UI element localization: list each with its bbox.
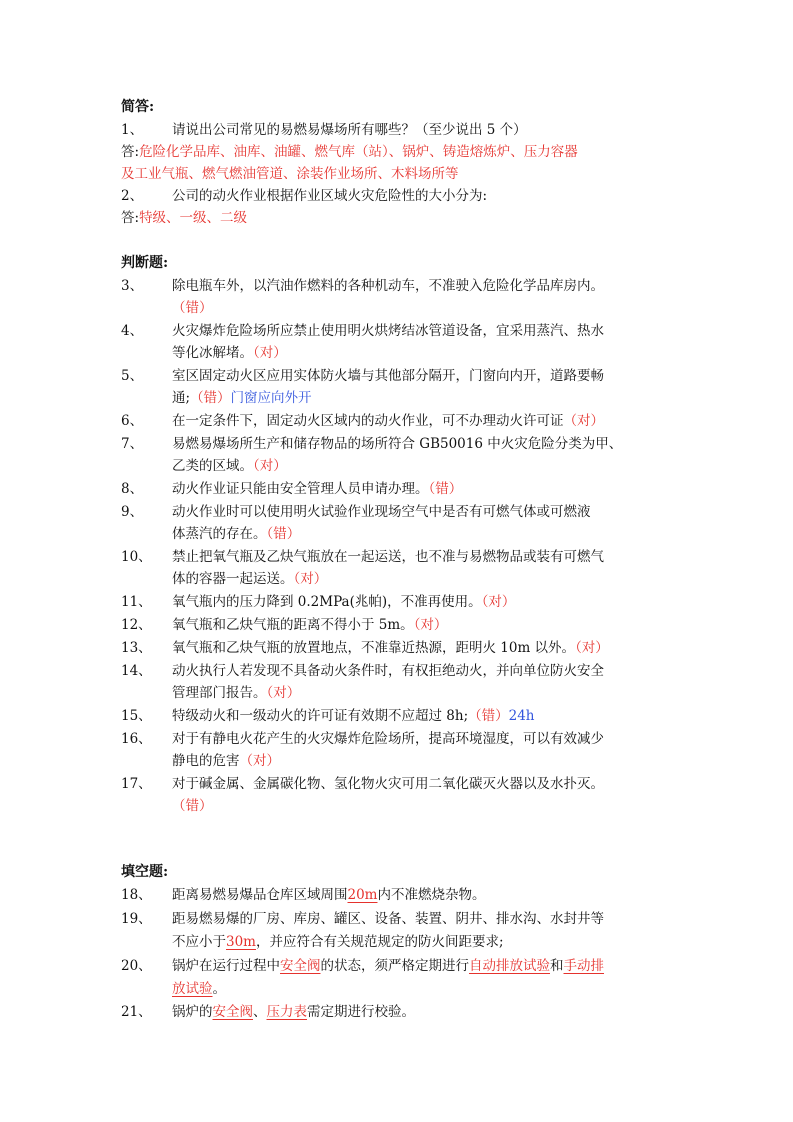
answer-line xyxy=(121,141,578,163)
question-number: 13、 xyxy=(121,640,152,656)
answer-mark: （对） xyxy=(253,458,287,474)
question-text-cont xyxy=(172,884,485,906)
question-text-cont xyxy=(172,614,447,636)
question-text-line2: 静电的危害 xyxy=(172,753,240,769)
section-heading-fill-blank: 填空题: xyxy=(121,864,169,880)
question-number: 10、 xyxy=(121,549,152,565)
question-text: 不应小于 xyxy=(172,934,226,950)
answer-text: 及工业气瓶、燃气燃油管道、涂装作业场所、木料场所等 xyxy=(121,166,459,182)
question-text: 动火作业证只能由安全管理人员申请办理。 xyxy=(172,481,429,497)
question-text-cont xyxy=(172,342,287,364)
question-text-line2: 管理部门报告。 xyxy=(172,685,267,701)
question-number: 2、 xyxy=(121,188,144,204)
answer-mark: （对） xyxy=(239,753,280,769)
question-text: 动火作业时可以使用明火试验作业现场空气中是否有可燃气体或可燃液 xyxy=(172,504,591,520)
answer-mark: （错） xyxy=(428,481,463,497)
answer-text: 特级、一级、二级 xyxy=(139,210,248,226)
answer-prefix: 答: xyxy=(121,210,140,226)
question-text: 对于有静电火花产生的火灾爆炸危险场所，提高环境湿度，可以有效减少 xyxy=(172,731,604,747)
question-text: 距易燃易爆的厂房、库房、罐区、设备、装置、阴井、排水沟、水封井等 xyxy=(172,911,604,927)
question-text: 火灾爆炸危险场所应禁止使用明火烘烤结冰管道设备，宜采用蒸汽、热水 xyxy=(172,323,604,339)
question-text-line2: 等化冰解堵。 xyxy=(172,345,253,361)
blank-answer: 30m xyxy=(226,934,256,950)
question-text: 除电瓶车外，以汽油作燃料的各种机动车，不准驶入危险化学品库房内。 xyxy=(172,278,604,294)
question-text: 氧气瓶内的压力降到 0.2MPa(兆帕)，不准再使用。 xyxy=(172,594,482,610)
question-text: 公司的动火作业根据作业区域火灾危险性的大小分为: xyxy=(172,188,488,204)
question-number: 4、 xyxy=(121,323,144,339)
question-number: 15、 xyxy=(121,708,152,724)
answer-mark: （对） xyxy=(563,413,604,429)
question-text: 请说出公司常见的易燃易爆场所有哪些？（至少说出 5 个） xyxy=(172,122,527,138)
question-text-line2: 通; xyxy=(172,390,191,406)
correction-note: 门窗应向外开 xyxy=(230,390,312,406)
question-text: ，并应符合有关规范规定的防火间距要求; xyxy=(255,934,504,950)
question-text-cont xyxy=(172,478,462,500)
question-text-cont xyxy=(172,978,226,1000)
question-text: 易燃易爆场所生产和储存物品的场所符合 GB50016 中火灾危险分类为甲、 xyxy=(172,436,623,452)
section-heading-true-false: 判断题: xyxy=(121,255,169,271)
question-number: 14、 xyxy=(121,663,152,679)
question-text-cont xyxy=(172,523,300,545)
question-number: 20、 xyxy=(121,958,152,974)
question-text-cont xyxy=(172,1001,415,1023)
blank-answer: 手动排 xyxy=(563,958,604,974)
question-text-cont xyxy=(172,637,609,659)
blank-answer: 压力表 xyxy=(266,1004,307,1020)
question-number: 5、 xyxy=(121,368,144,384)
question-text: 对于碱金属、金属碳化物、氢化物火灾可用二氧化碳灭火器以及水扑灭。 xyxy=(172,776,604,792)
question-text: 特级动火和一级动火的许可证有效期不应超过 8h; xyxy=(172,708,469,724)
question-text: 氧气瓶和乙炔气瓶的放置地点，不准靠近热源，距明火 10m 以外。 xyxy=(172,640,576,656)
question-number: 1、 xyxy=(121,122,144,138)
question-text-cont xyxy=(172,705,535,727)
answer-mark: （对） xyxy=(575,640,609,656)
question-number: 12、 xyxy=(121,617,152,633)
question-number: 7、 xyxy=(121,436,144,452)
question-number: 9、 xyxy=(121,504,144,520)
answer-mark: （对） xyxy=(266,685,301,701)
question-text: 锅炉在运行过程中 xyxy=(172,958,280,974)
question-text: 需定期进行校验。 xyxy=(307,1004,415,1020)
question-text: 锅炉的 xyxy=(172,1004,213,1020)
answer-text: 危险化学品库、油库、油罐、燃气库（站）、锅炉、铸造熔炼炉、压力容器 xyxy=(139,144,578,160)
answer-mark: （错） xyxy=(468,708,509,724)
correction-note: 24h xyxy=(508,708,535,724)
question-number: 17、 xyxy=(121,776,152,792)
question-text: 。 xyxy=(212,981,226,997)
answer-mark: （错） xyxy=(172,798,213,814)
question-text-cont xyxy=(172,931,504,953)
answer-mark: （错） xyxy=(190,390,231,406)
question-text: 和 xyxy=(550,958,564,974)
question-text: 氧气瓶和乙炔气瓶的距离不得小于 5m。 xyxy=(172,617,414,633)
question-number: 11、 xyxy=(121,594,152,610)
blank-answer: 安全阀 xyxy=(280,958,321,974)
answer-mark: （错） xyxy=(266,526,301,542)
answer-mark: （对） xyxy=(253,345,287,361)
question-text: 室区固定动火区应用实体防火墙与其他部分隔开，门窗向内开，道路要畅 xyxy=(172,368,604,384)
answer-mark: （对） xyxy=(293,571,328,587)
section-heading-short-answer: 简答: xyxy=(121,99,155,115)
question-text: 在一定条件下，固定动火区域内的动火作业，可不办理动火许可证 xyxy=(172,413,564,429)
question-number: 18、 xyxy=(121,887,152,903)
question-text: 距离易燃易爆品仓库区域周围 xyxy=(172,887,348,903)
question-text-line2: 体蒸汽的存在。 xyxy=(172,526,267,542)
answer-line xyxy=(121,207,247,229)
question-number: 16、 xyxy=(121,731,152,747)
question-number: 6、 xyxy=(121,413,144,429)
question-text-cont xyxy=(172,455,287,477)
question-text-cont xyxy=(172,591,515,613)
question-text: 动火执行人若发现不具备动火条件时，有权拒绝动火，并向单位防火安全 xyxy=(172,663,604,679)
question-number: 8、 xyxy=(121,481,144,497)
blank-answer: 放试验 xyxy=(172,981,213,997)
blank-answer: 20m xyxy=(347,887,378,903)
answer-mark: （错） xyxy=(172,300,213,316)
question-text: 内不准燃烧杂物。 xyxy=(377,887,486,903)
question-text-cont xyxy=(172,387,312,409)
blank-answer: 安全阀 xyxy=(212,1004,253,1020)
question-text-cont xyxy=(172,410,604,432)
question-text: 的状态，须严格定期进行 xyxy=(320,958,469,974)
question-number: 3、 xyxy=(121,278,144,294)
question-text-cont xyxy=(172,682,300,704)
question-text: 、 xyxy=(253,1004,267,1020)
question-number: 19、 xyxy=(121,911,152,927)
question-text: 禁止把氧气瓶及乙炔气瓶放在一起运送，也不准与易燃物品或装有可燃气 xyxy=(172,549,604,565)
question-number: 21、 xyxy=(121,1004,152,1020)
answer-mark: （对） xyxy=(413,617,448,633)
question-text-cont xyxy=(172,750,280,772)
question-text-line2: 体的容器一起运送。 xyxy=(172,571,294,587)
answer-mark: （对） xyxy=(481,594,516,610)
answer-prefix: 答: xyxy=(121,144,140,160)
question-text-cont xyxy=(172,568,327,590)
question-text-cont xyxy=(172,955,604,977)
blank-answer: 自动排放试验 xyxy=(469,958,550,974)
question-text-line2: 乙类的区域。 xyxy=(172,458,253,474)
